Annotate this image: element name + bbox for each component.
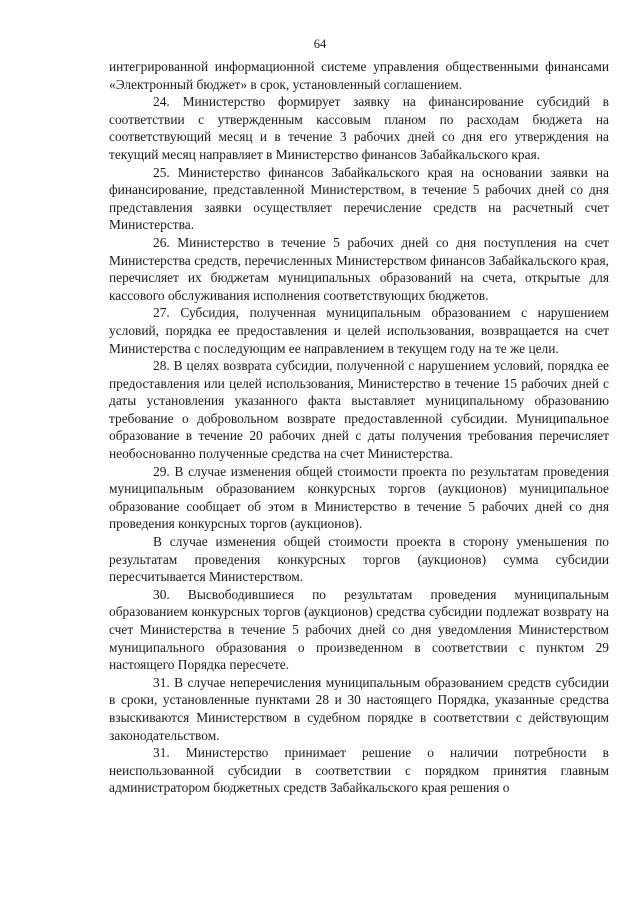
paragraph-26: 26. Министерство в течение 5 рабочих дней со дня поступления на счет Министерства средств, перечисленных Министерством финансов Забайкальского края, перечисляет их бюджетам муниципальных образований на счета, открытые для кассового обслуживания исполнения соответствующих бюджетов. xyxy=(109,234,609,303)
paragraph-24: 24. Министерство формирует заявку на финансирование субсидий в соответствии с утвержденным кассовым планом по расходам бюджета на соответствующий месяц и в течение 3 рабочих дней со дня его утверждения на текущий месяц направляет в Министерство финансов Забайкальского края. xyxy=(109,94,609,162)
paragraph-25: 25. Министерство финансов Забайкальского края на основании заявки на финансирование, представленной Министерством, в течение 5 рабочих дней со дня представления заявки осуществляет перечисление средств на расчетный счет Министерства. xyxy=(109,164,609,233)
paragraph-27: 27. Субсидия, полученная муниципальным образованием с нарушением условий, порядка ее предоставления и целей использования, возвращается на счет Министерства с последующим ее направлением в текущем году на те же цели. xyxy=(109,305,609,356)
paragraph-31: 31. В случае неперечисления муниципальным образованием средств субсидии в сроки, установленные пунктами 28 и 30 настоящего Порядка, указанные средства взыскиваются Министерством в судебном порядке в соответствии с действующим законодательством. xyxy=(109,674,609,743)
document-body xyxy=(109,58,609,797)
paragraph-29: 29. В случае изменения общей стоимости проекта по результатам проведения муниципальным образованием конкурсных торгов (аукционов) муниципальное образование сообщает об этом в Министерство в течение 5 рабочих дней со дня проведения конкурсных торгов (аукционов). xyxy=(109,463,609,532)
paragraph-28: 28. В целях возврата субсидии, полученной с нарушением условий, порядка ее предоставления или целей использования, Министерство в течение 15 рабочих дней с даты установления указанного факта выставляет муниципальному образованию требование о добровольном возврате предоставленной субсидии. Муниципальное образование в течение 20 рабочих дней с даты получения требования перечисляет необоснованно полученные средства на счет Министерства. xyxy=(109,358,609,462)
paragraph-30: 30. Высвободившиеся по результатам проведения муниципальным образованием конкурсных торгов (аукционов) средства субсидии подлежат возврату на счет Министерства в течение 5 рабочих дней со дня уведомления Министерством муниципального образования о произведенном в соответствии с пунктом 29 настоящего Порядка пересчете. xyxy=(109,586,609,673)
paragraph-31-second: 31. Министерство принимает решение о наличии потребности в неиспользованной субсидии в соответствии с порядком принятия главным администратором бюджетных средств Забайкальского края решения о xyxy=(109,745,609,796)
paragraph-29-second: В случае изменения общей стоимости проекта в сторону уменьшения по результатам проведения конкурсных торгов (аукционов) сумма субсидии пересчитывается Министерством. xyxy=(109,534,609,585)
paragraph-continuation: интегрированной информационной системе управления общественными финансами «Электронный бюджет» в срок, установленный соглашением. xyxy=(109,59,609,92)
page-number: 64 xyxy=(313,37,327,51)
